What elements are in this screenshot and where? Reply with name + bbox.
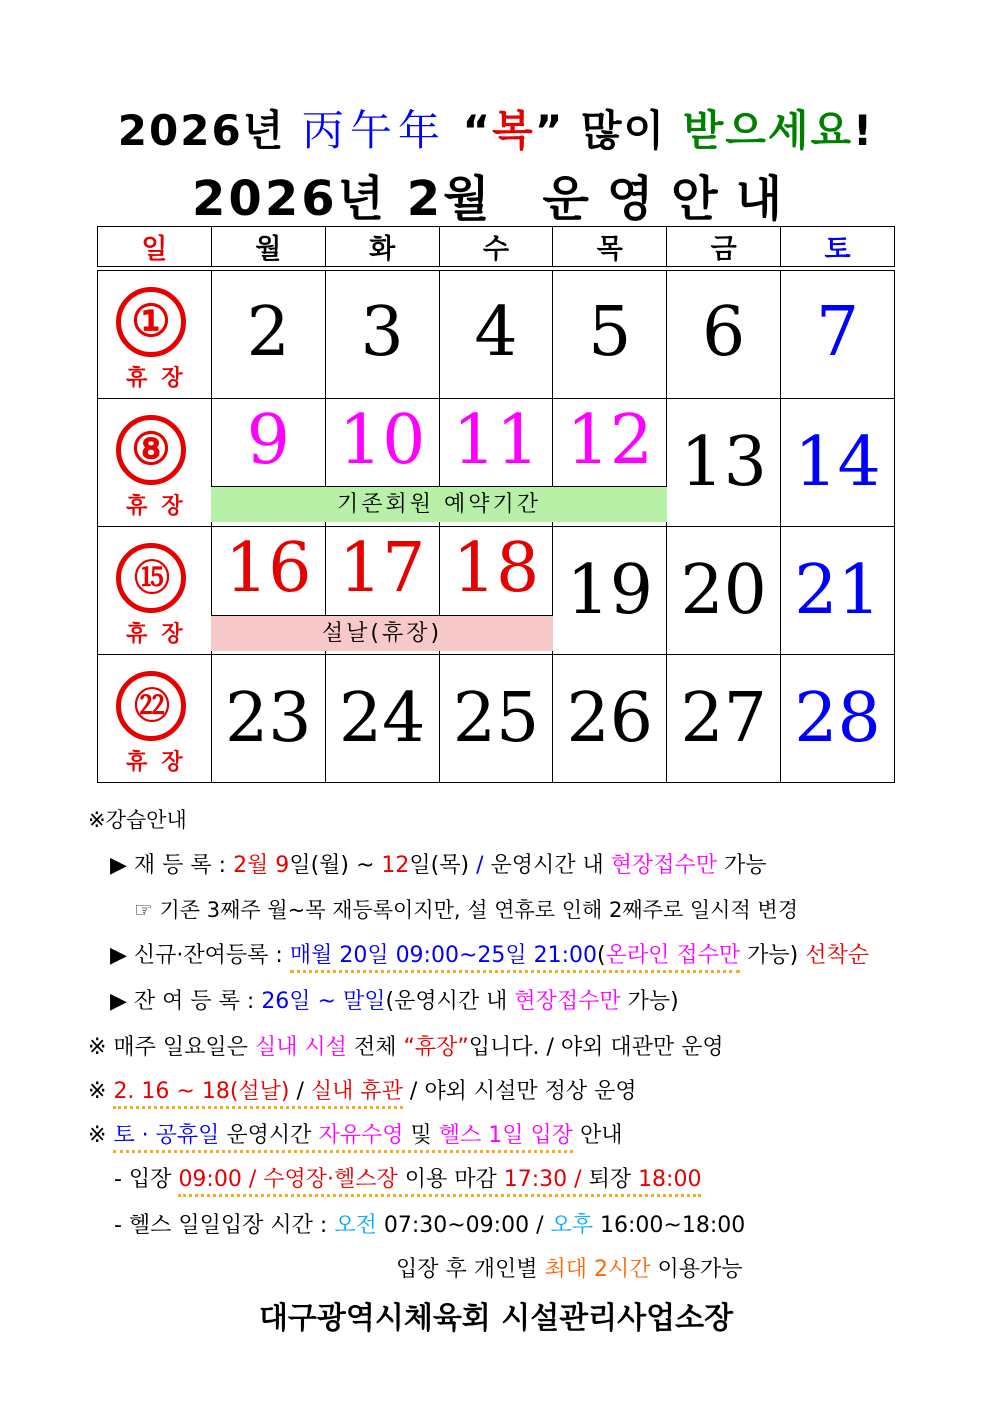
day-cell [325,655,439,783]
day-cell [667,399,781,527]
day-cell-sunday [98,655,212,783]
gym-time-line: - 헬스 일일입장 시간 : 오전 07:30~09:00 / 오후 16:00~18:00 [114,1213,746,1238]
day-cell-sunday [98,399,212,527]
day-number: 9 [246,401,290,480]
day-number: 11 [452,401,540,480]
day-cell [553,271,667,399]
weekday-tue: 화 [325,227,439,267]
day-number: 20 [680,551,767,630]
day-number: 19 [566,551,654,630]
closed-label: 휴장 [126,750,197,775]
closed-label: 휴장 [126,366,197,391]
day-cell [325,271,439,399]
day-number: 27 [680,679,767,758]
weekend-info-line: ※ 토 · 공휴일 운영시간 자유수영 및 헬스 1일 입장 안내 [88,1118,622,1149]
weekday-header [98,227,895,267]
day-cell-saturday [781,655,895,783]
day-number: 18 [452,529,540,608]
day-cell [667,527,781,655]
day-number: 23 [225,679,312,758]
sunday-number: ⑮ [116,543,186,613]
sunday-number: ① [116,287,186,357]
day-number: 5 [588,293,632,372]
day-number: 3 [360,293,404,372]
day-number: 14 [794,423,881,502]
new-register-line: ▶ 신규·잔여등록 : 매월 20일 09:00~25일 21:00(온라인 접수만 가능) 선착순 [110,938,869,969]
sunday-number: ⑧ [116,415,186,485]
day-number: 26 [566,679,654,758]
day-cell-saturday [781,271,895,399]
day-number: 16 [225,529,312,608]
entry-time-line: - 입장 09:00 / 수영장·헬스장 이용 마감 17:30 / 퇴장 18:00 [114,1162,701,1193]
day-number: 13 [680,423,767,502]
sunday-number: ㉒ [116,671,186,741]
week-row [98,271,895,399]
day-cell-saturday [781,527,895,655]
day-cell [439,655,553,783]
weekday-wed: 수 [439,227,553,267]
page-title: 2026년 丙午年 “복” 많이 받으세요! [117,106,875,155]
sunday-closed-line: ※ 매주 일요일은 실내 시설 전체 “휴장”입니다. / 야외 대관만 운영 [88,1035,724,1060]
weekday-sat: 토 [781,227,895,267]
hanja-year: 丙午年 [301,106,446,155]
day-number: 12 [566,401,654,480]
day-cell [667,655,781,783]
day-number: 10 [338,401,426,480]
closed-label: 휴장 [126,622,197,647]
day-number: 28 [794,679,881,758]
day-number: 21 [794,551,881,630]
day-number: 7 [815,293,860,372]
day-number: 24 [338,679,426,758]
weekday-mon: 월 [211,227,325,267]
day-cell [553,527,667,655]
day-cell [439,271,553,399]
max-usage-line: 입장 후 개인별 최대 2시간 이용가능 [396,1257,743,1282]
weekday-sun: 일 [98,227,212,267]
member-reservation-band: 기존회원 예약기간 [211,486,667,522]
day-cell [553,655,667,783]
day-number: 6 [702,293,746,372]
page-subtitle: 2026년 2월 운영안내 [192,171,800,227]
class-info-heading: ※강습안내 [88,808,187,832]
day-cell [211,271,325,399]
holiday-band: 설날(휴장) [211,615,553,651]
weekday-thu: 목 [553,227,667,267]
day-cell-sunday [98,271,212,399]
issuer-footer: 대구광역시체육회 시설관리사업소장 [258,1301,734,1336]
remaining-register-line: ▶ 잔 여 등 록 : 26일 ~ 말일(운영시간 내 현장접수만 가능) [110,989,679,1014]
reregister-line: ▶ 재 등 록 : 2월 9일(월) ~ 12일(목) / 운영시간 내 현장접수만 가능 [110,853,767,878]
schedule-change-note: ☞ 기존 3째주 월~목 재등록이지만, 설 연휴로 인해 2째주로 일시적 변경 [134,898,799,922]
day-number: 4 [474,293,518,372]
day-number: 2 [246,293,290,372]
day-cell-sunday [98,527,212,655]
day-number: 25 [452,679,540,758]
weekday-fri: 금 [667,227,781,267]
day-cell-saturday [781,399,895,527]
closed-label: 휴장 [126,494,197,519]
day-number: 17 [338,529,426,608]
week-row [98,655,895,783]
holiday-closed-line: ※ 2. 16 ~ 18(설날) / 실내 휴관 / 야외 시설만 정상 운영 [88,1074,637,1105]
day-cell [211,655,325,783]
day-cell [667,271,781,399]
